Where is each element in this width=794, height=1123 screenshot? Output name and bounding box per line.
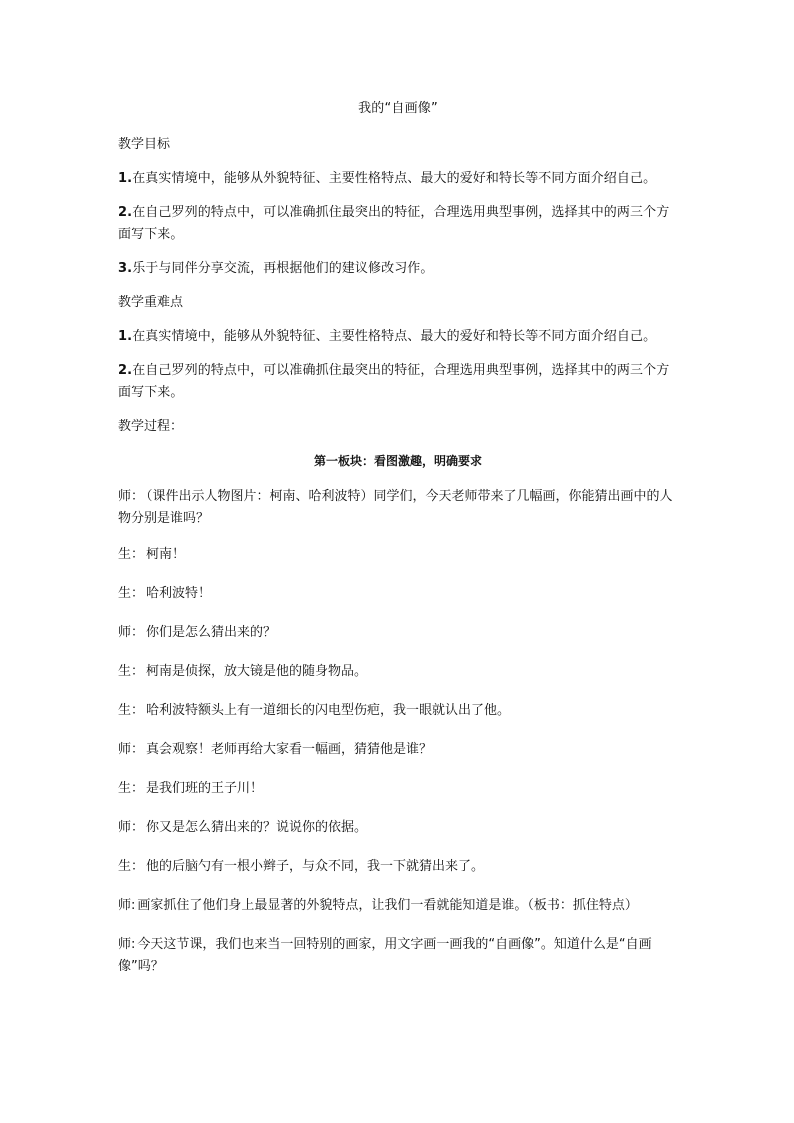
speaker-label: 生： bbox=[118, 586, 145, 601]
goal-item bbox=[118, 168, 678, 190]
dialogue-line bbox=[118, 778, 678, 800]
goal-item bbox=[118, 202, 678, 246]
dialogue-text: 你又是怎么猜出来的？说说你的依据。 bbox=[146, 820, 368, 835]
difficulty-heading: 教学重难点 bbox=[118, 295, 184, 310]
goal-number: 2. bbox=[118, 205, 133, 220]
difficulty-text: 在真实情境中，能够从外貌特征、主要性格特点、最大的爱好和特长等不同方面介绍自己。 bbox=[132, 329, 657, 344]
speaker-label: 生： bbox=[118, 859, 145, 874]
dialogue-line bbox=[118, 895, 678, 917]
difficulty-number: 1. bbox=[118, 329, 133, 344]
dialogue-line bbox=[118, 544, 678, 566]
speaker-label: 师: bbox=[118, 898, 136, 913]
dialogue-text: 他的后脑勺有一根小辫子，与众不同，我一下就猜出来了。 bbox=[146, 859, 485, 874]
dialogue-text: 今天这节课，我们也来当一回特别的画家，用文字画一画我的“自画像”。知道什么是“自画像”吗？ bbox=[118, 937, 652, 974]
speaker-label: 生： bbox=[118, 703, 145, 718]
dialogue-text: 你们是怎么猜出来的？ bbox=[146, 625, 277, 640]
difficulty-item bbox=[118, 326, 678, 348]
dialogue-text: 哈利波特额头上有一道细长的闪电型伤疤，我一眼就认出了他。 bbox=[146, 703, 511, 718]
dialogue-line bbox=[118, 934, 678, 978]
dialogue-line bbox=[118, 700, 678, 722]
speaker-label: 师： bbox=[118, 742, 145, 757]
speaker-label: 师： bbox=[118, 820, 145, 835]
dialogue-line bbox=[118, 856, 678, 878]
goal-text: 在真实情境中，能够从外貌特征、主要性格特点、最大的爱好和特长等不同方面介绍自己。 bbox=[132, 171, 657, 186]
speaker-label: 生： bbox=[118, 781, 145, 796]
document-title: 我的“自画像” bbox=[358, 101, 438, 116]
speaker-label: 生： bbox=[118, 664, 145, 679]
dialogue-text: 柯南！ bbox=[146, 547, 186, 562]
dialogue-line bbox=[118, 583, 678, 605]
dialogue-text: 真会观察！老师再给大家看一幅画，猜猜他是谁？ bbox=[146, 742, 433, 757]
dialogue-line bbox=[118, 622, 678, 644]
goals-heading: 教学目标 bbox=[118, 137, 171, 152]
dialogue-line bbox=[118, 661, 678, 683]
dialogue-text: （课件出示人物图片：柯南、哈利波特）同学们，今天老师带来了几幅画，你能猜出画中的人物分别是谁吗？ bbox=[118, 489, 673, 526]
goal-text: 在自己罗列的特点中，可以准确抓住最突出的特征，合理选用典型事例，选择其中的两三个方面写下来。 bbox=[118, 205, 670, 242]
document-content bbox=[118, 98, 678, 994]
dialogue-text: 柯南是侦探，放大镜是他的随身物品。 bbox=[146, 664, 368, 679]
goal-text: 乐于与同伴分享交流，再根据他们的建议修改习作。 bbox=[132, 261, 434, 276]
dialogue-text: 哈利波特！ bbox=[146, 586, 212, 601]
dialogue-line bbox=[118, 739, 678, 761]
difficulty-text: 在自己罗列的特点中，可以准确抓住最突出的特征，合理选用典型事例，选择其中的两三个方面写下来。 bbox=[118, 363, 670, 400]
speaker-label: 师: bbox=[118, 937, 136, 952]
difficulty-number: 2. bbox=[118, 363, 133, 378]
section-one-title: 第一板块：看图激趣，明确要求 bbox=[313, 454, 482, 468]
speaker-label: 师： bbox=[118, 489, 145, 504]
dialogue-text: 是我们班的王子川！ bbox=[146, 781, 264, 796]
dialogue-text: 画家抓住了他们身上最显著的外貌特点，让我们一看就能知道是谁。（板书：抓住特点） bbox=[137, 898, 638, 913]
dialogue-line bbox=[118, 486, 678, 530]
process-heading: 教学过程： bbox=[118, 419, 184, 434]
dialogue-line bbox=[118, 817, 678, 839]
speaker-label: 生： bbox=[118, 547, 145, 562]
goal-item bbox=[118, 258, 678, 280]
goal-number: 3. bbox=[118, 261, 133, 276]
goal-number: 1. bbox=[118, 171, 133, 186]
difficulty-item bbox=[118, 360, 678, 404]
speaker-label: 师： bbox=[118, 625, 145, 640]
